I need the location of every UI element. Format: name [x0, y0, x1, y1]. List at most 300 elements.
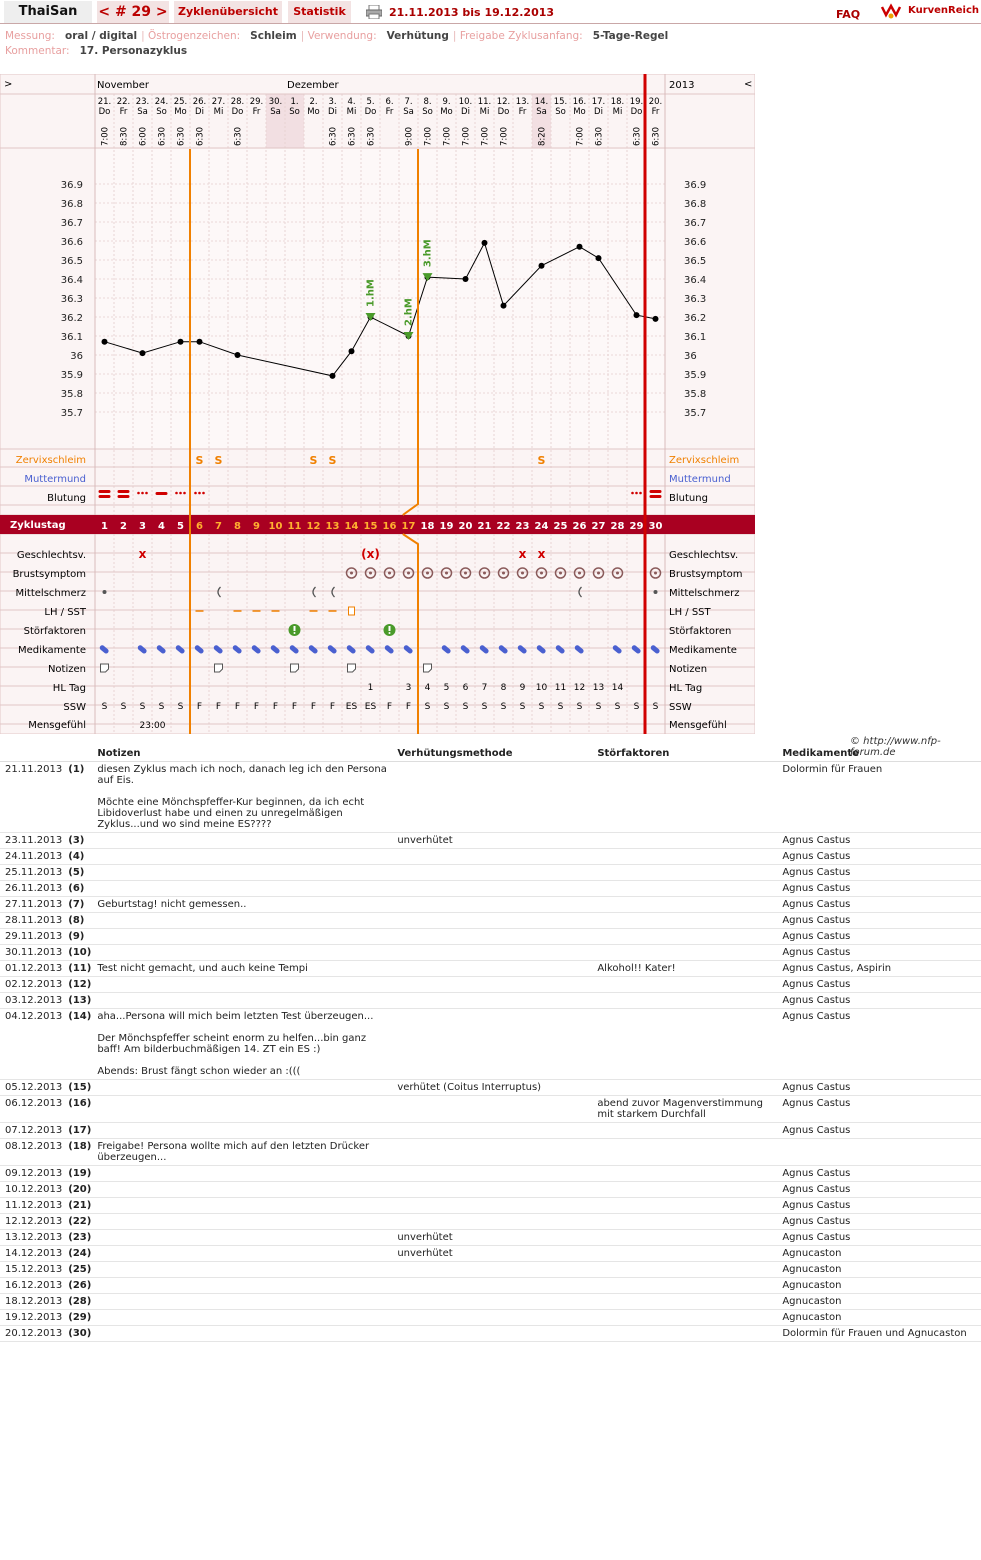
crown-icon	[880, 3, 902, 19]
hl-day: 1	[367, 683, 374, 693]
disturbance-icon	[294, 626, 296, 631]
y-tick-right: 36.5	[684, 256, 707, 267]
header-notes: Notizen	[94, 745, 394, 761]
cycle-day-number: 28	[610, 521, 625, 532]
y-tick-left: 36.5	[60, 256, 83, 267]
note-stoer	[594, 832, 779, 848]
note-date: 05.12.2013	[0, 1079, 65, 1095]
cycle-day-number: 14	[344, 521, 359, 532]
note-med: Agnus Castus	[779, 992, 981, 1008]
day-weekday: Di	[328, 107, 337, 117]
note-date: 03.12.2013	[0, 992, 65, 1008]
hl-day: 9	[519, 683, 526, 693]
note-method	[394, 928, 594, 944]
meta-line-1: Messung: oral / digital | Östrogenzeichen: Schleim | Verwendung: Verhütung | Freigabe Zyklusanfang: 5-Tage-Regel	[5, 30, 669, 42]
hl-day: 4	[424, 683, 431, 693]
day-weekday: So	[156, 107, 167, 117]
breast-symptom-dot	[578, 572, 581, 575]
day-time: 6:30	[347, 126, 358, 146]
note-text	[94, 1079, 394, 1095]
ssw-mark: F	[329, 702, 336, 712]
note-text	[94, 1261, 394, 1277]
temperature-point	[330, 373, 336, 379]
bleeding-mark	[99, 490, 111, 493]
notes-header-row	[0, 745, 981, 761]
note-day: (24)	[65, 1245, 94, 1261]
hl-day: 7	[481, 683, 488, 693]
bleeding-mark	[118, 490, 130, 493]
day-time: 6:30	[632, 126, 643, 146]
note-text	[94, 1197, 394, 1213]
header-stoer: Störfaktoren	[594, 745, 779, 761]
note-day: (14)	[65, 1008, 94, 1079]
day-weekday: Mi	[612, 107, 623, 117]
note-day: (13)	[65, 992, 94, 1008]
note-day: (9)	[65, 928, 94, 944]
note-stoer	[594, 944, 779, 960]
cycle-day-number: 11	[287, 521, 302, 532]
cycle-day-number: 29	[629, 521, 644, 532]
cycle-day-number: 15	[363, 521, 378, 532]
note-day: (28)	[65, 1293, 94, 1309]
note-date: 24.11.2013	[0, 848, 65, 864]
table-row	[0, 1213, 981, 1229]
mens-time: 23:00	[139, 721, 166, 731]
note-date: 29.11.2013	[0, 928, 65, 944]
row-label-right: Mensgefühl	[669, 720, 727, 731]
temperature-point	[653, 316, 659, 322]
cycle-day-number: 2	[120, 521, 127, 532]
note-day: (16)	[65, 1095, 94, 1122]
y-tick-left: 36.4	[60, 275, 83, 286]
ssw-mark: ES	[364, 702, 377, 712]
ssw-mark: S	[424, 702, 431, 712]
table-row	[0, 880, 981, 896]
hl-day: 12	[573, 683, 586, 693]
y-tick-left: 36.3	[60, 294, 83, 305]
tab-cycle-overview[interactable]: Zyklenübersicht	[174, 1, 282, 23]
mittelschmerz-icon	[103, 590, 107, 594]
note-text	[94, 1277, 394, 1293]
cycle-day-number: 1	[101, 521, 108, 532]
bleeding-mark	[99, 495, 111, 498]
breast-symptom-dot	[521, 572, 524, 575]
note-icon	[215, 664, 223, 672]
cycle-day-number: 9	[253, 521, 260, 532]
mittelschmerz-icon	[654, 590, 658, 594]
bleeding-mark	[631, 492, 634, 495]
day-date: 8.	[423, 97, 432, 107]
temperature-point	[577, 244, 583, 250]
note-icon	[348, 664, 356, 672]
table-row	[0, 832, 981, 848]
note-text	[94, 1293, 394, 1309]
day-time: 7:00	[423, 126, 434, 146]
ssw-mark: S	[481, 702, 488, 712]
note-method	[394, 1095, 594, 1122]
note-icon	[101, 664, 109, 672]
day-weekday: Fr	[252, 107, 261, 117]
table-row	[0, 944, 981, 960]
note-med: Agnus Castus	[779, 1229, 981, 1245]
note-text: Test nicht gemacht, und auch keine Tempi	[94, 960, 394, 976]
note-day: (15)	[65, 1079, 94, 1095]
note-med: Dolormin für Frauen und Agnucaston	[779, 1325, 981, 1341]
note-method	[394, 992, 594, 1008]
lh-test-mark	[349, 607, 355, 615]
cycle-day-number: 3	[139, 521, 146, 532]
note-text	[94, 1245, 394, 1261]
cycle-day-number: 12	[306, 521, 321, 532]
ssw-mark: F	[291, 702, 298, 712]
note-text: Freigabe! Persona wollte mich auf den letzten Drücker überzeugen...	[94, 1138, 394, 1165]
day-weekday: Mo	[440, 107, 453, 117]
cycle-day-number: 8	[234, 521, 241, 532]
day-date: 12.	[496, 97, 511, 107]
table-row	[0, 1079, 981, 1095]
note-stoer	[594, 761, 779, 832]
note-stoer	[594, 1309, 779, 1325]
note-med: Agnus Castus, Aspirin	[779, 960, 981, 976]
month-label: Dezember	[287, 80, 339, 91]
note-method	[394, 1277, 594, 1293]
note-stoer	[594, 1165, 779, 1181]
zervix-mark: S	[214, 454, 223, 467]
day-weekday: Fr	[119, 107, 128, 117]
ssw-mark: S	[652, 702, 659, 712]
cycle-day-number: 7	[215, 521, 222, 532]
row-label-left: Blutung	[47, 493, 86, 504]
note-text	[94, 1213, 394, 1229]
row-label-right: LH / SST	[669, 607, 711, 618]
note-stoer	[594, 880, 779, 896]
breast-symptom-dot	[540, 572, 543, 575]
ssw-mark: S	[139, 702, 146, 712]
y-tick-left: 36.6	[60, 237, 83, 248]
note-day: (3)	[65, 832, 94, 848]
note-stoer	[594, 848, 779, 864]
hl-day: 3	[405, 683, 412, 693]
row-label-left: LH / SST	[44, 607, 86, 618]
note-method	[394, 1181, 594, 1197]
day-date: 1.	[290, 97, 299, 107]
day-date: 27.	[211, 97, 226, 107]
row-label-right: Medikamente	[669, 645, 737, 656]
bleeding-mark	[194, 492, 197, 495]
note-text	[94, 912, 394, 928]
note-date: 04.12.2013	[0, 1008, 65, 1079]
note-day: (25)	[65, 1261, 94, 1277]
note-method	[394, 1261, 594, 1277]
hm-marker-label: 2.hM	[403, 298, 415, 326]
day-time: 8:30	[119, 126, 130, 146]
day-time: 6:00	[138, 126, 149, 146]
day-date: 9.	[442, 97, 451, 107]
table-row	[0, 1008, 981, 1079]
note-day: (8)	[65, 912, 94, 928]
month-label: November	[97, 80, 150, 91]
cycle-day-number: 17	[401, 521, 416, 532]
y-tick-right: 36.8	[684, 199, 707, 210]
note-method: unverhütet	[394, 832, 594, 848]
intercourse-mark: x	[518, 547, 527, 561]
note-date: 14.12.2013	[0, 1245, 65, 1261]
note-date: 28.11.2013	[0, 912, 65, 928]
hm-marker-label: 3.hM	[422, 239, 434, 268]
day-time: 6:30	[233, 126, 244, 146]
row-label-right: Geschlechtsv.	[669, 550, 739, 561]
note-method	[394, 864, 594, 880]
day-weekday: Sa	[270, 107, 281, 117]
note-text	[94, 880, 394, 896]
note-stoer	[594, 1138, 779, 1165]
note-method	[394, 1138, 594, 1165]
y-tick-right: 35.7	[684, 408, 707, 419]
day-time: 7:00	[442, 126, 453, 146]
note-text	[94, 944, 394, 960]
hl-day: 13	[592, 683, 605, 693]
nav-right: <	[744, 79, 753, 90]
date-range: 21.11.2013 bis 19.12.2013	[389, 6, 555, 19]
day-date: 22.	[116, 97, 131, 107]
row-label-left: Zervixschleim	[15, 455, 86, 466]
ssw-mark: S	[101, 702, 108, 712]
day-time: 7:00	[461, 126, 472, 146]
ssw-mark: F	[405, 702, 412, 712]
bleeding-mark	[118, 495, 130, 498]
day-time: 6:30	[651, 126, 662, 146]
note-stoer	[594, 1229, 779, 1245]
row-label-right: Blutung	[669, 493, 708, 504]
faq-link[interactable]: FAQ	[836, 8, 861, 21]
day-weekday: Di	[461, 107, 470, 117]
note-method	[394, 1309, 594, 1325]
note-method	[394, 1165, 594, 1181]
day-date: 29.	[249, 97, 264, 107]
day-date: 14.	[534, 97, 549, 107]
day-time: 6:30	[195, 126, 206, 146]
note-date: 20.12.2013	[0, 1325, 65, 1341]
note-text: diesen Zyklus mach ich noch, danach leg ich den Persona auf Eis. Möchte eine Mönchspfeffer-Kur beginnen, da ich echt Libidoverlust habe und einen zu unregelmäßigen Zyklus...und wo sind meine ES????	[94, 761, 394, 832]
cycle-navigation[interactable]: < # 29 >	[97, 1, 169, 23]
day-date: 6.	[385, 97, 394, 107]
note-med: Agnus Castus	[779, 944, 981, 960]
temperature-point	[482, 240, 488, 246]
note-date: 19.12.2013	[0, 1309, 65, 1325]
table-row	[0, 1229, 981, 1245]
bleeding-mark	[183, 492, 186, 495]
bleeding-mark	[179, 492, 182, 495]
intercourse-mark: (x)	[361, 547, 380, 561]
y-tick-left: 36.7	[60, 218, 83, 229]
disturbance-icon	[294, 632, 296, 634]
ssw-mark: S	[158, 702, 165, 712]
day-weekday: Do	[364, 107, 377, 117]
note-stoer: abend zuvor Magenverstimmung mit starkem Durchfall	[594, 1095, 779, 1122]
note-stoer	[594, 1325, 779, 1341]
row-label-left: Geschlechtsv.	[16, 550, 86, 561]
day-time: 6:30	[176, 126, 187, 146]
header-method: Verhütungsmethode	[394, 745, 594, 761]
note-med: Agnus Castus	[779, 976, 981, 992]
cycle-day-number: 16	[382, 521, 397, 532]
note-date: 06.12.2013	[0, 1095, 65, 1122]
day-weekday: Fr	[651, 107, 660, 117]
breast-symptom-dot	[388, 572, 391, 575]
row-label-left: Muttermund	[24, 474, 86, 485]
day-date: 2.	[309, 97, 318, 107]
note-date: 13.12.2013	[0, 1229, 65, 1245]
temperature-point	[463, 276, 469, 282]
note-method	[394, 880, 594, 896]
note-date: 02.12.2013	[0, 976, 65, 992]
note-day: (5)	[65, 864, 94, 880]
note-date: 08.12.2013	[0, 1138, 65, 1165]
note-day: (21)	[65, 1197, 94, 1213]
day-weekday: Sa	[403, 107, 414, 117]
note-stoer	[594, 1261, 779, 1277]
cycle-day-number: 4	[158, 521, 165, 532]
table-row	[0, 761, 981, 832]
note-stoer	[594, 912, 779, 928]
note-med: Agnus Castus	[779, 896, 981, 912]
note-method	[394, 1293, 594, 1309]
cycle-day-number: 5	[177, 521, 184, 532]
day-date: 28.	[230, 97, 245, 107]
note-date: 12.12.2013	[0, 1213, 65, 1229]
note-med: Agnus Castus	[779, 880, 981, 896]
temperature-point	[349, 348, 355, 354]
hl-day: 14	[611, 683, 624, 693]
day-date: 4.	[347, 97, 356, 107]
note-med: Agnus Castus	[779, 1122, 981, 1138]
ssw-mark: F	[386, 702, 393, 712]
note-day: (19)	[65, 1165, 94, 1181]
day-date: 15.	[553, 97, 568, 107]
user-name: ThaiSan	[4, 1, 92, 23]
day-weekday: Do	[98, 107, 111, 117]
day-weekday: Do	[231, 107, 244, 117]
note-med: Agnus Castus	[779, 1213, 981, 1229]
day-date: 30.	[268, 97, 283, 107]
disturbance-icon	[389, 626, 391, 631]
ssw-mark: S	[576, 702, 583, 712]
row-label-left: Brustsymptom	[12, 569, 86, 580]
breast-symptom-dot	[597, 572, 600, 575]
day-date: 19.	[629, 97, 644, 107]
day-weekday: Sa	[536, 107, 547, 117]
day-time: 7:00	[575, 126, 586, 146]
y-tick-right: 36.1	[684, 332, 707, 343]
note-text	[94, 848, 394, 864]
bleeding-mark	[198, 492, 201, 495]
ssw-mark: F	[253, 702, 260, 712]
temperature-point	[235, 352, 241, 358]
table-row	[0, 1325, 981, 1341]
day-time: 6:30	[328, 126, 339, 146]
y-tick-right: 36.9	[684, 180, 707, 191]
y-tick-left: 36.2	[60, 313, 83, 324]
breast-symptom-dot	[426, 572, 429, 575]
y-tick-right: 36.4	[684, 275, 707, 286]
cycle-day-number: 25	[553, 521, 568, 532]
day-date: 10.	[458, 97, 473, 107]
day-weekday: Fr	[385, 107, 394, 117]
note-method	[394, 944, 594, 960]
note-text	[94, 1095, 394, 1122]
day-weekday: Di	[594, 107, 603, 117]
day-date: 23.	[135, 97, 150, 107]
day-weekday: Do	[497, 107, 510, 117]
zervix-mark: S	[328, 454, 337, 467]
note-method	[394, 1122, 594, 1138]
note-med: Dolormin für Frauen	[779, 761, 981, 832]
note-med: Agnus Castus	[779, 1165, 981, 1181]
day-date: 21.	[97, 97, 112, 107]
ssw-mark: S	[500, 702, 507, 712]
temperature-point	[197, 339, 203, 345]
print-icon[interactable]	[366, 5, 382, 19]
note-stoer	[594, 1213, 779, 1229]
ssw-mark: S	[614, 702, 621, 712]
note-text	[94, 1165, 394, 1181]
row-label-right: HL Tag	[669, 683, 703, 694]
table-row	[0, 896, 981, 912]
note-med: Agnus Castus	[779, 848, 981, 864]
cycle-day-number: 30	[648, 521, 663, 532]
row-label-left: HL Tag	[52, 683, 86, 694]
tab-statistics[interactable]: Statistik	[288, 1, 351, 23]
table-row	[0, 848, 981, 864]
notes-table	[0, 745, 981, 1342]
table-row	[0, 1165, 981, 1181]
breast-symptom-dot	[483, 572, 486, 575]
day-time: 8:20	[537, 126, 548, 146]
y-tick-right: 35.9	[684, 370, 707, 381]
note-text	[94, 976, 394, 992]
meta-line-2: Kommentar: 17. Personazyklus	[5, 45, 188, 57]
breast-symptom-dot	[445, 572, 448, 575]
day-time: 7:00	[100, 126, 111, 146]
note-method: unverhütet	[394, 1229, 594, 1245]
nav-left: >	[4, 79, 13, 90]
row-label-right: Mittelschmerz	[669, 588, 740, 599]
note-text	[94, 832, 394, 848]
note-stoer	[594, 992, 779, 1008]
row-label-right: SSW	[669, 702, 692, 713]
cycle-day-number: 10	[268, 521, 283, 532]
note-stoer	[594, 1181, 779, 1197]
note-date: 30.11.2013	[0, 944, 65, 960]
breast-symptom-dot	[616, 572, 619, 575]
hl-day: 8	[500, 683, 507, 693]
note-med: Agnus Castus	[779, 1197, 981, 1213]
note-stoer	[594, 864, 779, 880]
day-time: 6:30	[594, 126, 605, 146]
row-label-right: Notizen	[669, 664, 708, 675]
day-time: 9:00	[404, 126, 415, 146]
intercourse-mark: x	[537, 547, 546, 561]
note-med: Agnus Castus	[779, 912, 981, 928]
note-med: Agnus Castus	[779, 1008, 981, 1079]
ssw-mark: F	[234, 702, 241, 712]
note-icon	[291, 664, 299, 672]
bleeding-mark	[137, 492, 140, 495]
table-row	[0, 1277, 981, 1293]
ssw-mark: F	[272, 702, 279, 712]
note-day: (22)	[65, 1213, 94, 1229]
note-med: Agnucaston	[779, 1245, 981, 1261]
